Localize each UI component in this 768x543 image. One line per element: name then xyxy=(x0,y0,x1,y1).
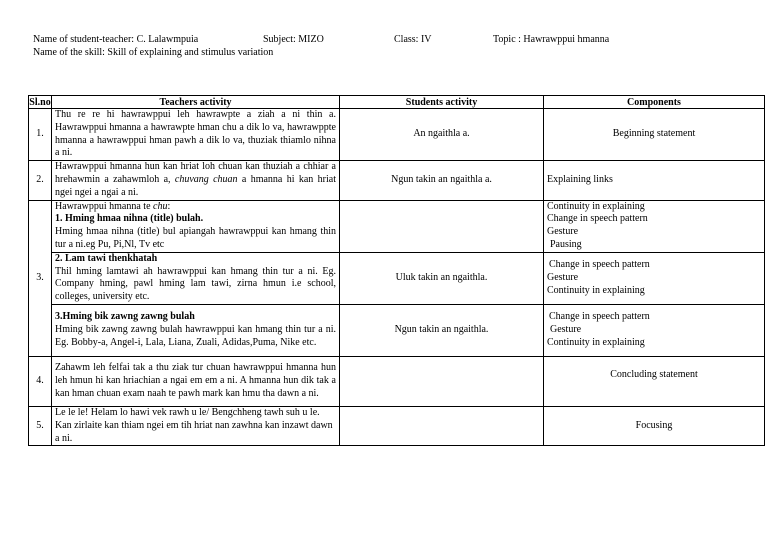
teacher-intro-italic: chu xyxy=(153,200,168,212)
student-activity: Ngun takin an ngaithla. xyxy=(340,304,544,356)
col-header-slno: Sl.no xyxy=(29,96,51,108)
teacher-activity xyxy=(52,304,340,356)
teacher-text: Hawrawppui hmanna hun kan hriat loh chuan kan thuziah a chhiar a hrehawmin a zahawmloh a, xyxy=(55,161,336,185)
component xyxy=(544,252,765,304)
table-row xyxy=(29,161,765,200)
skill-name: Name of the skill: Skill of explaining and stimulus variation xyxy=(33,47,274,58)
student-activity xyxy=(340,406,544,445)
component-item: Change in speech pattern xyxy=(547,213,648,225)
component-item: Gesture xyxy=(547,271,579,283)
teacher-activity xyxy=(52,161,340,200)
teacher-intro: : xyxy=(167,200,171,212)
component-item: Gesture xyxy=(550,324,582,336)
component-item: Continuity in explaining xyxy=(547,336,645,348)
row-sl: 4. xyxy=(29,356,52,406)
student-activity: An ngaithla a. xyxy=(340,109,544,161)
student-activity xyxy=(340,356,544,406)
teacher-activity xyxy=(52,252,340,304)
point-title: 1. Hming hmaa nihna (title) bulah. xyxy=(55,213,204,225)
component-item: Continuity in explaining xyxy=(547,200,645,212)
col-header-teachers-activity: Teachers activity xyxy=(52,96,340,109)
component: Explaining links xyxy=(544,161,765,200)
table-row xyxy=(29,304,765,356)
component-item: Change in speech pattern xyxy=(549,259,650,271)
point-text: Hming hmaa nihna (title) bul apiangah hawrawppui kan hmang thin tur a ni.eg Pu, Pi,Nl, Tv etc xyxy=(55,226,336,250)
student-activity: Uluk takin an ngaithla. xyxy=(340,252,544,304)
student-activity xyxy=(340,200,544,252)
teacher-activity: Le le le! Helam lo hawi vek rawh u le/ Bengchheng tawh suh u le. Kan zirlaite kan thiam ngei em tih hriat nan zawhna kan inzawt dawn a ni. xyxy=(52,406,340,445)
component xyxy=(544,200,765,252)
student-activity: Ngun takin an ngaithla a. xyxy=(340,161,544,200)
teacher-text-italic: chuvang chuan xyxy=(174,173,238,185)
component xyxy=(544,304,765,356)
row-sl: 3. xyxy=(29,200,52,356)
teacher-activity xyxy=(52,200,340,252)
row-sl: 5. xyxy=(29,406,52,445)
row-sl: 1. xyxy=(29,109,52,161)
table-row xyxy=(29,252,765,304)
point-text: Hming bik zawng zawng bulah hawrawppui kan hmang thin tur a ni. Eg. Bobby-a, Angel-i, Lala, Liana, Zuali, Adidas,Puma, Nike etc. xyxy=(55,324,336,348)
topic-label: Topic : Hawrawppui hmanna xyxy=(493,34,610,45)
table-row xyxy=(29,406,765,445)
point-text: Thil hming lamtawi ah hawrawppui kan hmang thin tur a ni. Eg. Company hming, pawl hming lam tawi, zirna hmun i.e school, colleges, university etc. xyxy=(55,265,336,303)
component: Beginning statement xyxy=(544,109,765,161)
subject-label: Subject: MIZO xyxy=(263,34,324,45)
row-sl: 2. xyxy=(29,161,52,200)
table-row xyxy=(29,356,765,406)
component-item: Gesture xyxy=(547,226,579,238)
teacher-text: a hmanna hi kan hriat ngei ngei a ngai a ni. xyxy=(55,173,336,198)
component-item: Change in speech pattern xyxy=(549,311,650,323)
col-header-students-activity: Students activity xyxy=(340,96,544,109)
component: Concluding statement xyxy=(544,356,765,406)
component-item: Continuity in explaining xyxy=(547,284,645,296)
table-header-row xyxy=(29,96,765,109)
component: Focusing xyxy=(544,406,765,445)
class-label: Class: IV xyxy=(394,34,432,45)
col-header-components: Components xyxy=(544,96,765,109)
teacher-activity: Thu re re hi hawrawppui leh hawrawpte a ziah a ni thin a. Hawrawppui hmanna a hawrawpte hman chu a dik lo va, hawrawppte hmanna a hawrawppui hman pawh a dik lo va, thuziak thiamlo nihna a ni. xyxy=(52,109,340,161)
point-title: 3.Hming bik zawng zawng bulah xyxy=(55,311,195,323)
teacher-intro: Hawrawppui hmanna te xyxy=(55,200,154,212)
teacher-activity: Zahawm leh felfai tak a thu ziak tur chuan hawrawppui hmanna hun leh hmun hi kan hriachian a ngai em em a ni. A hmanna hun dik tak a kan hman chuan exam naah te pawh mark kan hmu tha dawn a ni. xyxy=(52,356,340,406)
lesson-plan-table xyxy=(28,95,765,446)
point-title: 2. Lam tawi thenkhatah xyxy=(55,252,158,264)
table-row xyxy=(29,109,765,161)
table-row xyxy=(29,200,765,252)
student-teacher-name: Name of student-teacher: C. Lalawmpuia xyxy=(33,34,199,45)
component-item: Pausing xyxy=(550,238,582,250)
